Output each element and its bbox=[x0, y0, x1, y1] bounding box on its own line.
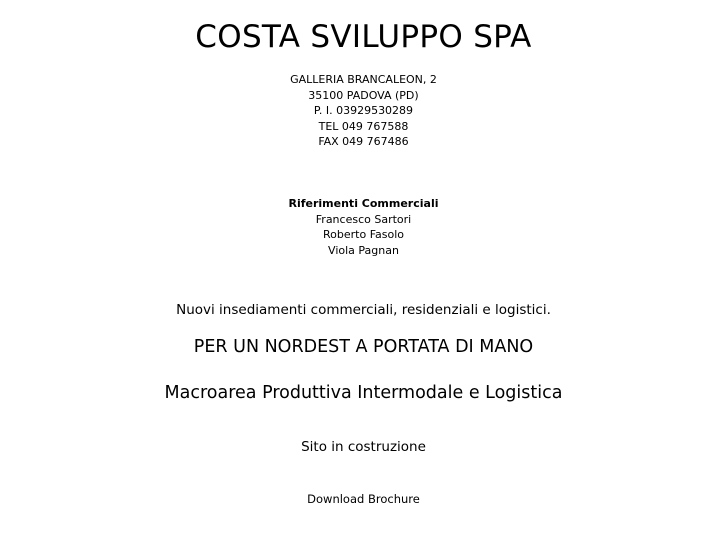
company-name: COSTA SVILUPPO SPA bbox=[195, 19, 532, 55]
site-status: Sito in costruzione bbox=[301, 439, 426, 455]
download-brochure-link[interactable]: Download Brochure bbox=[307, 492, 420, 506]
address-vat: P. I. 03929530289 bbox=[313, 104, 414, 117]
subheadline: Macroarea Produttiva Intermodale e Logistica bbox=[164, 383, 563, 403]
tagline: Nuovi insediamenti commerciali, residenziali e logistici. bbox=[176, 302, 551, 318]
references-title: Riferimenti Commerciali bbox=[288, 197, 439, 210]
download-container bbox=[0, 491, 727, 507]
address-fax: FAX 049 767486 bbox=[318, 135, 409, 148]
reference-person: Roberto Fasolo bbox=[323, 228, 404, 241]
commercial-references bbox=[0, 196, 727, 258]
reference-person: Francesco Sartori bbox=[315, 212, 412, 226]
address-city: 35100 PADOVA (PD) bbox=[308, 88, 419, 102]
headline: PER UN NORDEST A PORTATA DI MANO bbox=[193, 337, 534, 357]
company-address bbox=[0, 72, 727, 150]
address-street: GALLERIA BRANCALEON, 2 bbox=[290, 73, 437, 86]
reference-person: Viola Pagnan bbox=[328, 243, 399, 257]
address-tel: TEL 049 767588 bbox=[318, 119, 409, 133]
